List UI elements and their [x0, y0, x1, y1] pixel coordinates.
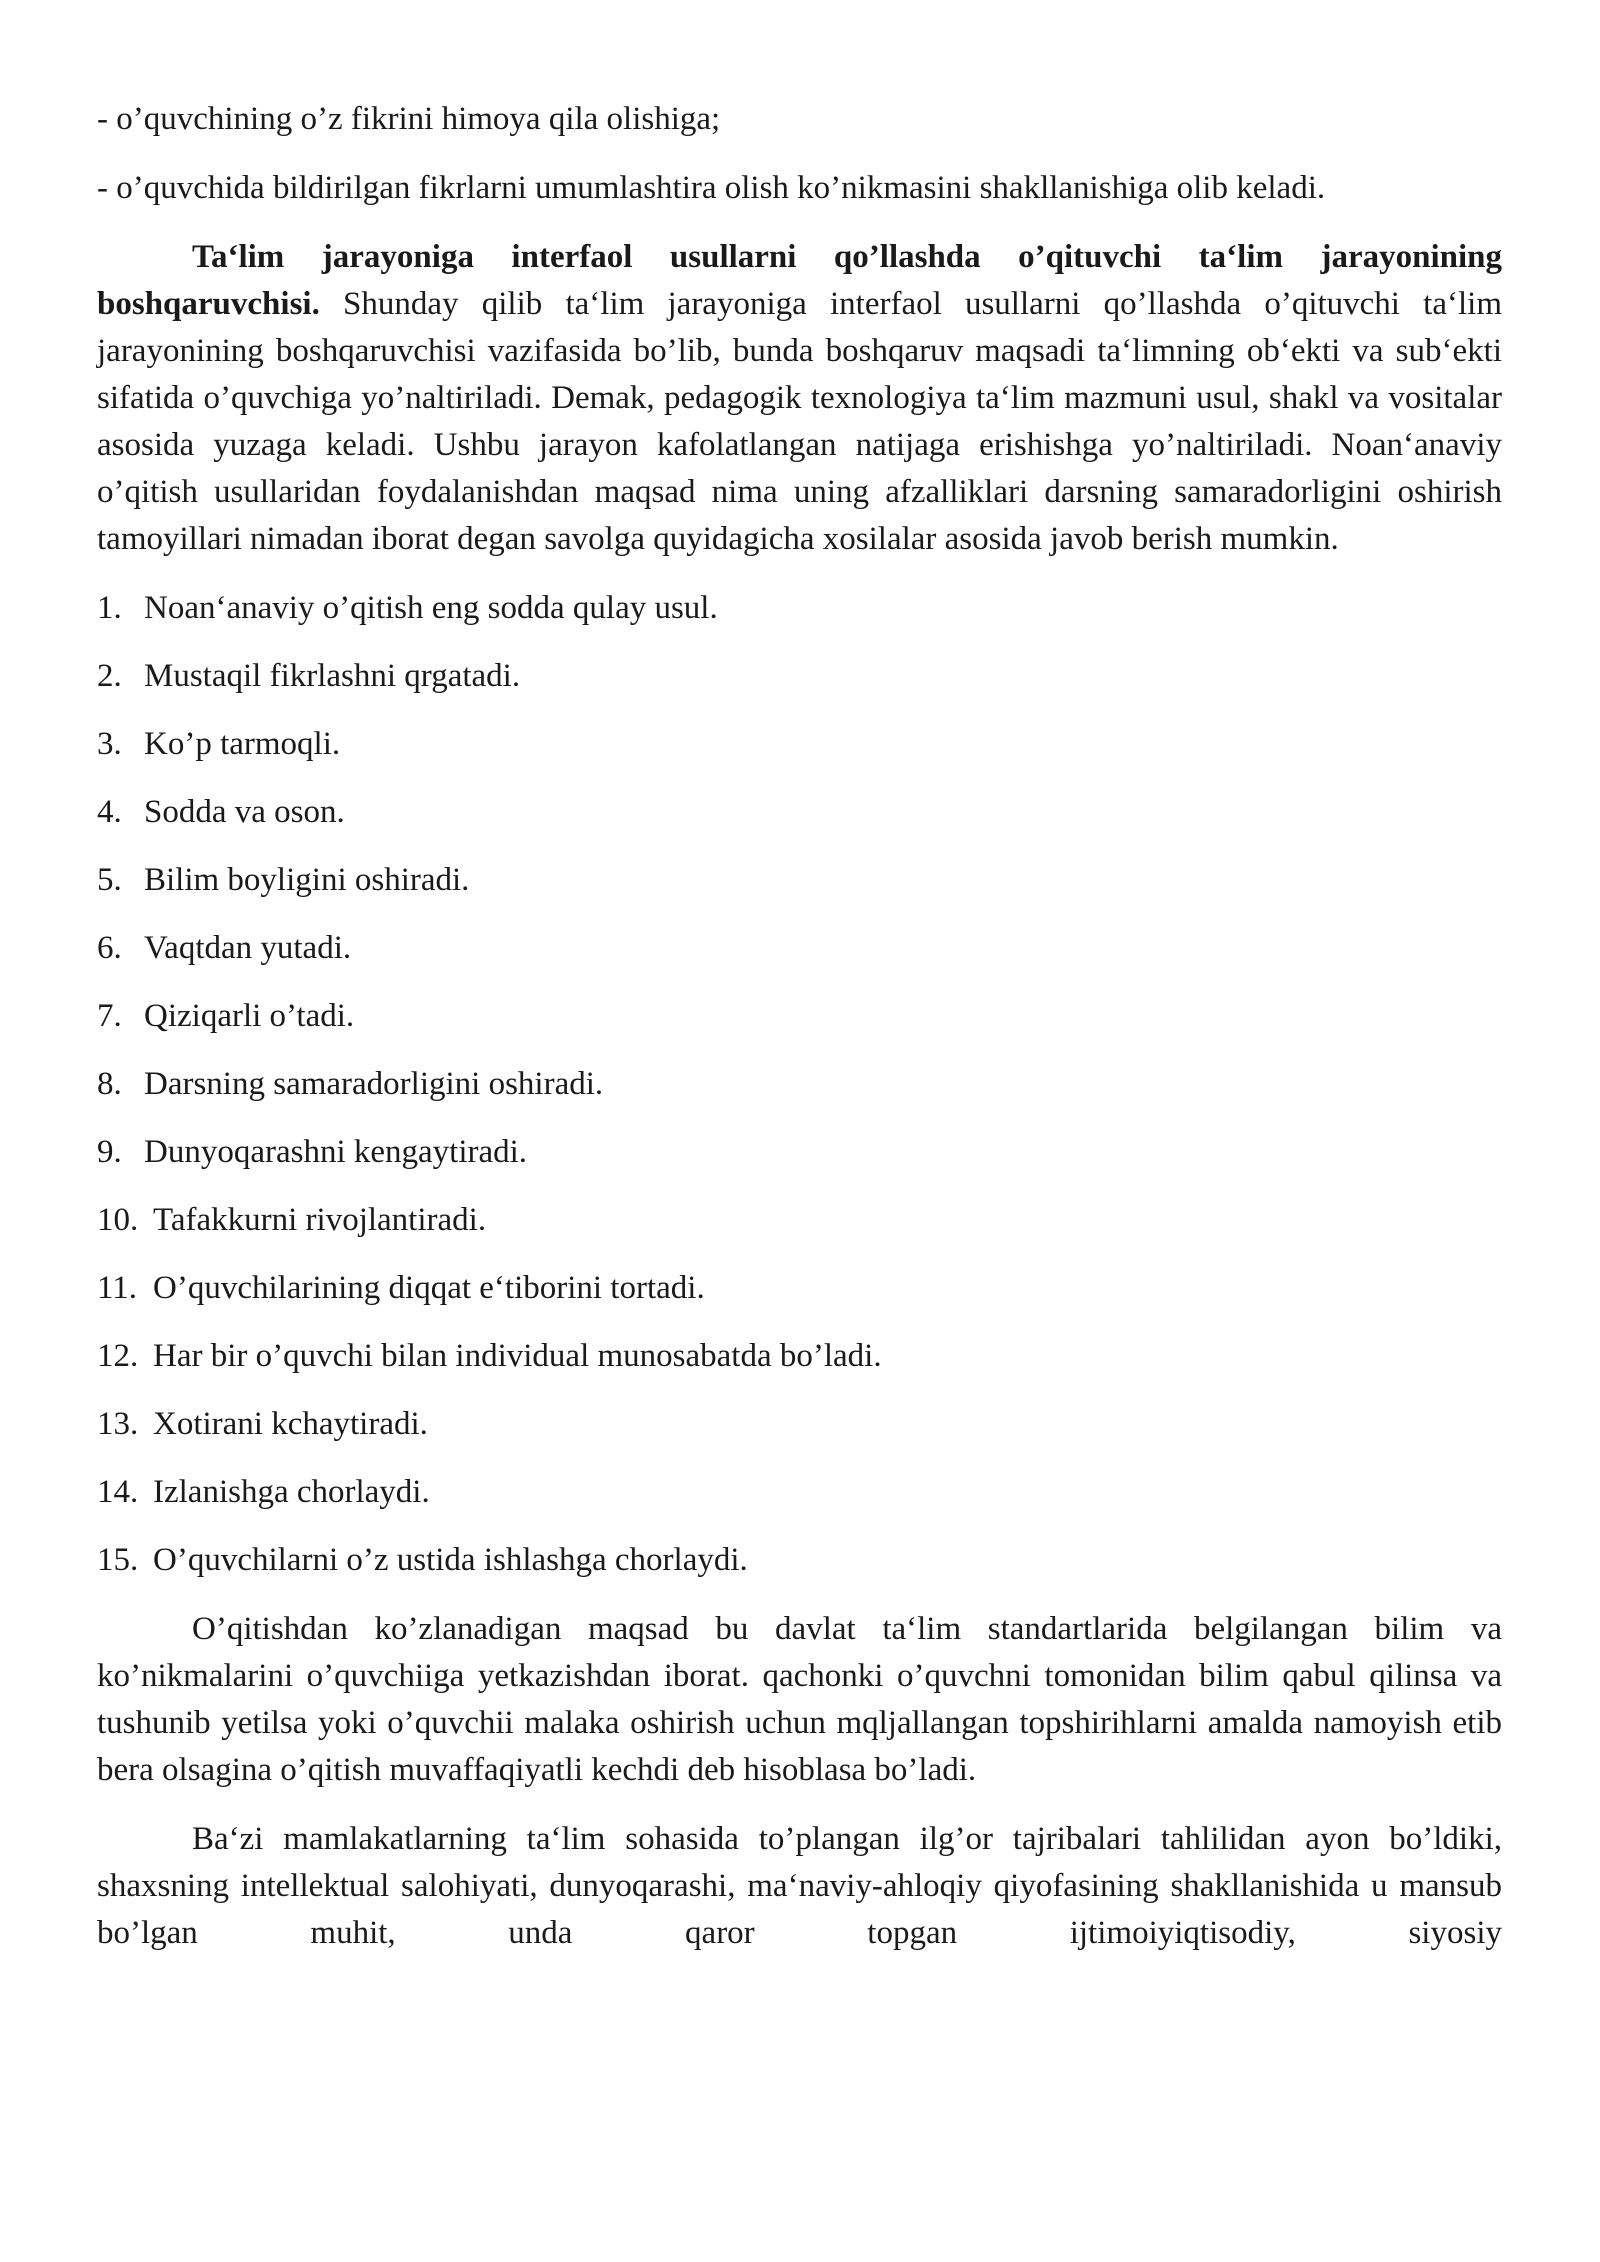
list-item-number: 6. [97, 930, 122, 966]
paragraph-interactive-methods [97, 234, 1502, 563]
list-item-text: Tafakkurni rivojlantiradi. [153, 1202, 487, 1238]
list-item-text: Har bir o’quvchi bilan individual munosabatda bo’ladi. [153, 1338, 882, 1374]
document-page [97, 96, 1502, 1979]
list-item-text: Dunyoqarashni kengaytiradi. [144, 1134, 528, 1170]
list-item-text: Ko’p tarmoqli. [144, 726, 341, 762]
list-item-text: Mustaqil fikrlashni qrgatadi. [144, 658, 521, 694]
intro-item-1: - o’quvchining o’z fikrini himoya qila olishiga; [97, 101, 721, 137]
list-item [97, 721, 1502, 768]
list-item [97, 585, 1502, 632]
list-item-number: 13. [97, 1406, 139, 1442]
paragraph-body: Shunday qilib ta‘lim jarayoniga interfaol usullarni qo’llashda o’qituvchi ta‘lim jarayonining boshqaruvchisi vazifasida bo’lib, bunda boshqaruv maqsadi ta‘limning ob‘ekti va sub‘ekti sifatida o’quvchiga yo’naltiriladi. Demak, pedagogik texnologiya ta‘lim mazmuni usul, shakl va vositalar asosida yuzaga keladi. Ushbu jarayon kafolatlangan natijaga erishishga yo’naltiriladi. Noan‘anaviy o’qitish usullaridan foydalanishdan maqsad nima uning afzalliklari darsning samaradorligini oshirish tamoyillari nimadan iborat degan savolga quyidagicha xosilalar asosida javob berish mumkin. [97, 286, 1502, 557]
list-item-number: 5. [97, 862, 122, 898]
list-item [97, 1061, 1502, 1108]
list-item-number: 10. [97, 1202, 139, 1238]
list-item-text: Darsning samaradorligini oshiradi. [144, 1066, 604, 1102]
list-item-text: Bilim boyligini oshiradi. [144, 862, 470, 898]
paragraph-bold-lead: Ta‘lim jarayoniga interfaol usullarni qo’llashda o’qituvchi ta‘lim jarayonining boshqaruvchisi. [97, 239, 1502, 322]
list-item [97, 1537, 1502, 1584]
list-item-number: 12. [97, 1338, 139, 1374]
list-item [97, 653, 1502, 700]
list-item-text: Noan‘anaviy o’qitish eng sodda qulay usul. [144, 590, 718, 626]
list-item-number: 4. [97, 794, 122, 830]
list-item-number: 2. [97, 658, 122, 694]
advantages-list [97, 585, 1502, 1584]
list-item-number: 8. [97, 1066, 122, 1102]
list-item [97, 993, 1502, 1040]
list-item [97, 1129, 1502, 1176]
list-item [97, 857, 1502, 904]
list-item-text: Vaqtdan yutadi. [144, 930, 352, 966]
list-item-text: Sodda va oson. [144, 794, 345, 830]
list-item-number: 15. [97, 1542, 139, 1578]
list-item [97, 1333, 1502, 1380]
list-item-number: 9. [97, 1134, 122, 1170]
paragraph-teaching-goal: O’qitishdan ko’zlanadigan maqsad bu davlat ta‘lim standartlarida belgilangan bilim va ko’nikmalarini o’quvchiiga yetkazishdan iborat. qachonki o’quvchni tomonidan bilim qabul qilinsa va tushunib yetilsa yoki o’quvchii malaka oshirish uchun mqljallangan topshirihlarni amalda namoyish etib bera olsagina o’qitish muvaffaqiyatli kechdi deb hisoblasa bo’ladi. [97, 1611, 1502, 1788]
list-item [97, 1401, 1502, 1448]
list-item-number: 1. [97, 590, 122, 626]
list-item-text: Xotirani kchaytiradi. [153, 1406, 428, 1442]
list-item-number: 11. [97, 1270, 138, 1306]
intro-item-2: - o’quvchida bildirilgan fikrlarni umumlashtira olish ko’nikmasini shakllanishiga olib keladi. [97, 170, 1326, 206]
list-item [97, 1265, 1502, 1312]
list-item [97, 925, 1502, 972]
list-item [97, 789, 1502, 836]
list-item [97, 1469, 1502, 1516]
list-item-text: Izlanishga chorlaydi. [153, 1474, 430, 1510]
list-item-number: 3. [97, 726, 122, 762]
list-item-number: 7. [97, 998, 122, 1034]
list-item [97, 1197, 1502, 1244]
paragraph-international-experience: Ba‘zi mamlakatlarning ta‘lim sohasida to’plangan ilg’or tajribalari tahlilidan ayon bo’ldiki, shaxsning intellektual salohiyati, dunyoqarashi, ma‘naviy-ahloqiy qiyofasining shakllanishida u mansub bo’lgan muhit, unda qaror topgan ijtimoiyiqtisodiy, siyosiy [97, 1821, 1502, 1951]
list-item-text: O’quvchilarni o’z ustida ishlashga chorlaydi. [153, 1542, 748, 1578]
list-item-text: Qiziqarli o’tadi. [144, 998, 355, 1034]
list-item-text: O’quvchilarining diqqat e‘tiborini tortadi. [153, 1270, 705, 1306]
list-item-number: 14. [97, 1474, 139, 1510]
